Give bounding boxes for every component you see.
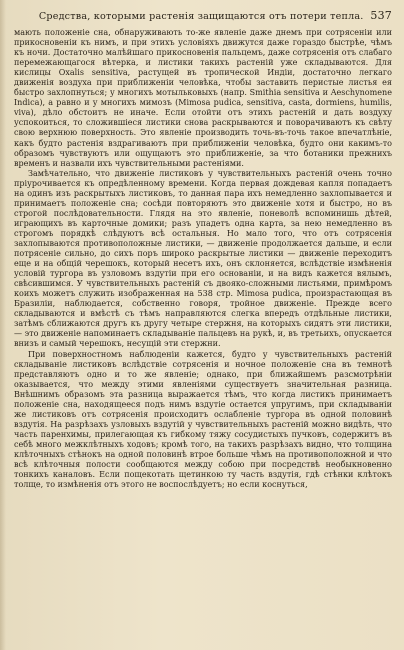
body-text [14, 28, 392, 490]
page-number: 537 [370, 9, 392, 22]
running-title: Средства, которыми растенія защищаются отъ потери тепла. [38, 11, 364, 22]
binding-shadow [0, 0, 6, 650]
paragraph: Замѣчательно, что движеніе листиковъ у чувствительныхъ растеній очень точно пріурочивается къ опредѣленному времени. Когда первая дождевая капля попадаетъ на одинъ изъ раскрытыхъ листиковъ, то данная пара ихъ немедленно захлопывается и принимаетъ положеніе сна; сосѣди повторяютъ это движеніе хотя и быстро, но въ строгой послѣдовательности. Глядя на это явленіе, поневолѣ вспоминишь дѣтей, играющихъ въ карточные домики; разъ упадетъ одна карта, за нею немедленно въ строгомъ порядкѣ слѣдуютъ всѣ остальныя. Но мало того, что отъ сотрясенія захлопываются противоположные листики, — движеніе продолжается дальше, и если потрясеніе сильно, до сихъ поръ широко раскрытые листики — движеніе переходитъ еще и на общій черешокъ, который несетъ ихъ, онъ склоняется, вслѣдствіе измѣненія условій тургора въ узловомъ вздутіи при его основаніи, и на видъ кажется вялымъ, свѣсившимся. У чувствительныхъ растеній съ двояко-сложными листьями, примѣромъ коихъ можетъ служить изображенная на 538 стр. Mimosa pudica, произрастающая въ Бразиліи, наблюдается, собственно говоря, тройное движеніе. Прежде всего складываются и вмѣстѣ съ тѣмъ направляются слегка впередъ отдѣльные листики, затѣмъ сближаются другъ къ другу четыре стержня, на которыхъ сидятъ эти листики, — это движеніе напоминаетъ складываніе пальцевъ на рукѣ, и, въ третьихъ, опускается внизъ и самый черешокъ, несущій эти стержни. [14, 168, 392, 349]
paragraph: При поверхностномъ наблюденіи кажется, будто у чувствительныхъ растеній складываніе листиковъ вслѣдствіе сотрясенія и ночное положеніе сна въ темнотѣ представляютъ одно и то же явленіе; однако, при ближайшемъ разсмотрѣніи оказывается, что между этими явленіями существуетъ значительная разница. Внѣшнимъ образомъ эта разница выражается тѣмъ, что когда листикъ принимаетъ положеніе сна, находящееся подъ нимъ вздутіе остается упругимъ, при складываніи же листиковъ отъ сотрясенія происходитъ ослабленіе тургора въ одной половинѣ вздутія. На разрѣзахъ узловыхъ вздутій у чувствительныхъ растеній можно видѣть, что часть паренхимы, прилегающая къ гибкому тяжу сосудистыхъ пучковъ, содержитъ въ себѣ много межклѣтныхъ ходовъ; кромѣ того, на такихъ разрѣзахъ видно, что толщина клѣточныхъ стѣнокъ на одной половинѣ втрое больше чѣмъ на противоположной и что всѣ клѣточныя полости сообщаются между собою при посредствѣ необыкновенно тонкихъ каналовъ. Если пощекотать щетинкою ту часть вздутія, гдѣ стѣнки клѣтокъ толще, то измѣненія отъ этого не воспослѣдуетъ; но если коснуться, [14, 349, 392, 490]
paragraph: мають положеніе сна, обнаруживають то-же явленіе даже днемъ при сотрясеніи или прикосновеніи къ нимъ, и при этихъ условіяхъ движутся даже гораздо быстрѣе, чѣмъ къ ночи. Достаточно малѣйшаго прикосновенія пальцемъ, даже сотрясенія отъ слабаго перемежающагося вѣтерка, и листики такихъ растеній уже складываются. Для кислицы Oxalis sensitiva, растущей въ тропической Индіи, достаточно легкаго движенія воздуха при приближеніи человѣка, чтобы заставить перистые листья ея быстро захлопнуться; у многихъ мотыльковыхъ (напр. Smithia sensitiva и Aeschynomene Indica), а равно и у многихъ мимозъ (Mimosa pudica, sensitiva, casta, dormiens, humilis, viva), дѣло обстоитъ не иначе. Если отойти отъ этихъ растеній и дать воздуху успокоиться, то сложившіеся листики снова раскрываются и поворачиваютъ къ свѣту свою верхнюю поверхность. Это явленіе производить точь-въ-точь такое впечатлѣніе, какъ будто растенія вздрагиваютъ при приближеніи человѣка, будто они какимъ-то образомъ чувствуютъ или ощущаютъ это приближеніе, за что ботаники прежнихъ временъ и назвали ихъ чувствительными растеніями. [14, 28, 392, 168]
page-header [14, 9, 392, 25]
